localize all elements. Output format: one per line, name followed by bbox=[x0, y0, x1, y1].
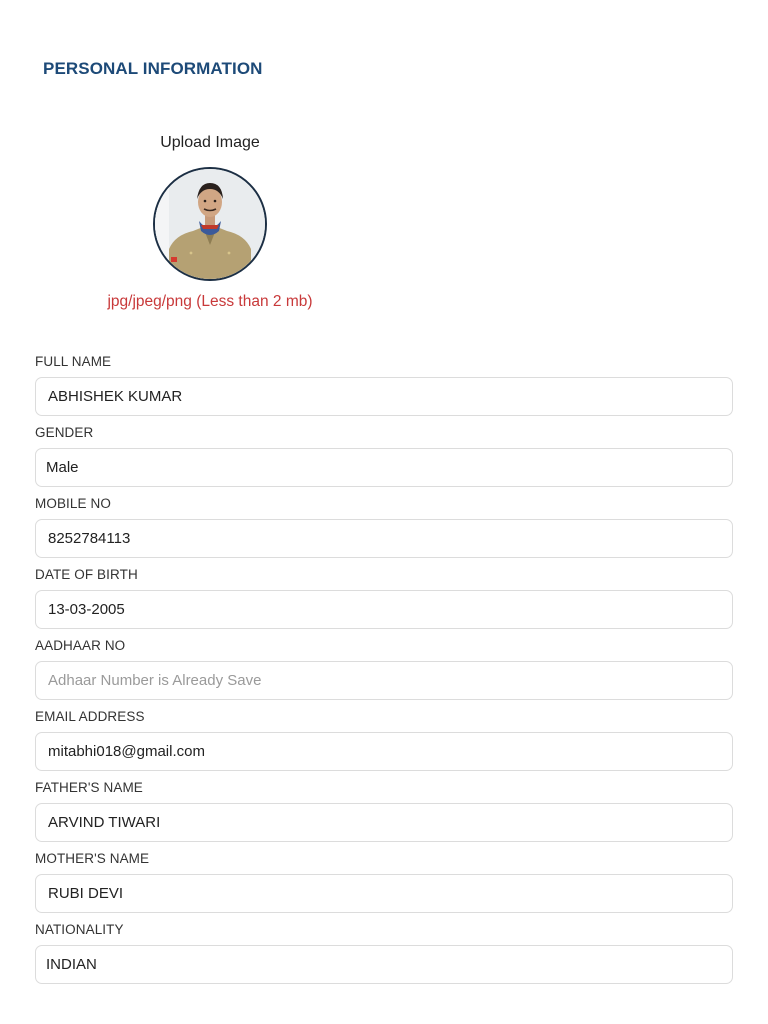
personal-info-form bbox=[35, 352, 733, 991]
field-aadhaar-no bbox=[35, 636, 733, 707]
field-full-name bbox=[35, 352, 733, 423]
field-mothers-name bbox=[35, 849, 733, 920]
field-date-of-birth bbox=[35, 565, 733, 636]
profile-photo-image bbox=[155, 169, 265, 279]
field-nationality bbox=[35, 920, 733, 991]
profile-photo-avatar[interactable] bbox=[153, 167, 267, 281]
mobile-no-input[interactable] bbox=[35, 519, 733, 558]
mothers-name-input[interactable] bbox=[35, 874, 733, 913]
full-name-label: FULL NAME bbox=[35, 354, 112, 369]
upload-image-label: Upload Image bbox=[160, 134, 260, 151]
image-upload bbox=[96, 134, 324, 311]
full-name-input[interactable] bbox=[35, 377, 733, 416]
aadhaar-no-label: AADHAAR NO bbox=[35, 638, 126, 653]
date-of-birth-input[interactable] bbox=[35, 590, 733, 629]
field-mobile-no bbox=[35, 494, 733, 565]
fathers-name-label: FATHER'S NAME bbox=[35, 780, 143, 795]
section-title: PERSONAL INFORMATION bbox=[43, 59, 263, 78]
field-email-address bbox=[35, 707, 733, 778]
nationality-input[interactable] bbox=[35, 945, 733, 984]
email-address-label: EMAIL ADDRESS bbox=[35, 709, 145, 724]
field-gender bbox=[35, 423, 733, 494]
nationality-label: NATIONALITY bbox=[35, 922, 124, 937]
gender-label: GENDER bbox=[35, 425, 94, 440]
gender-select[interactable] bbox=[35, 448, 733, 487]
date-of-birth-label: DATE OF BIRTH bbox=[35, 567, 138, 582]
mobile-no-label: MOBILE NO bbox=[35, 496, 111, 511]
upload-format-hint: jpg/jpeg/png (Less than 2 mb) bbox=[107, 293, 313, 310]
fathers-name-input[interactable] bbox=[35, 803, 733, 842]
mothers-name-label: MOTHER'S NAME bbox=[35, 851, 150, 866]
aadhaar-no-input[interactable] bbox=[35, 661, 733, 700]
email-address-input[interactable] bbox=[35, 732, 733, 771]
field-fathers-name bbox=[35, 778, 733, 849]
